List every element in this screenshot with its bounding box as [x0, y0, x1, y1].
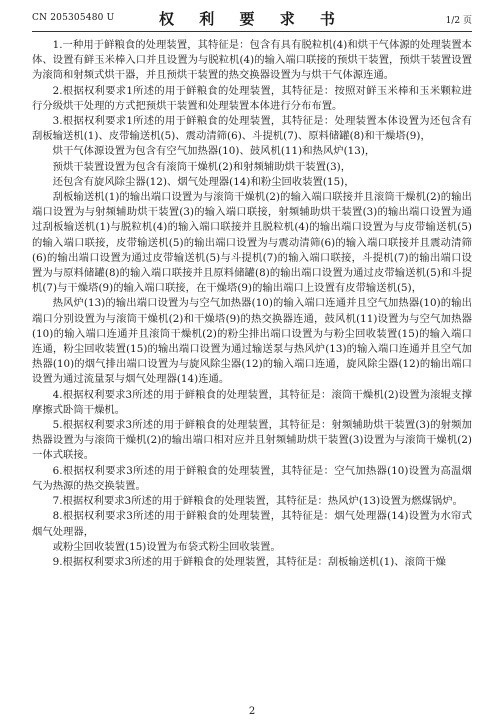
- claim-paragraph: 4.根据权利要求3所述的用于鲜粮食的处理装置，其特征是：滚筒干燥机(2)设置为滚辊支撑摩擦式卧筒干燥机。: [32, 388, 472, 416]
- claim-paragraph: 还包含有旋风除尘器(12)、烟气处理器(14)和粉尘回收装置(15)，: [52, 175, 355, 188]
- claim-paragraph: 5.根据权利要求3所述的用于鲜粮食的处理装置，其特征是：射频辅助烘干装置(3)的射频加热器设置为与滚筒干燥机(2)的输出端口相对应并且射频辅助烘干装置(3)设置为与滚筒干燥机(2)一体式联接。: [32, 419, 472, 462]
- claim-paragraph: 2.根据权利要求1所述的用于鲜粮食的处理装置，其特征是：按照对鲜玉米棒和玉米颗粒进行分级烘干处理的方式把预烘干装置和处理装置本体进行分布布置。: [32, 84, 472, 112]
- document-number: CN 205305480 U: [32, 13, 115, 23]
- claim-paragraph: 8.根据权利要求3所述的用于鲜粮食的处理装置，其特征是：烟气处理器(14)设置为水帘式烟气处理器，: [32, 510, 472, 538]
- claim-paragraph: 7.根据权利要求3所述的用于鲜粮食的处理装置，其特征是：热风炉(13)设置为燃煤锅炉。: [52, 495, 463, 508]
- page-indicator: 1/2 页: [445, 16, 472, 26]
- claim-paragraph: 6.根据权利要求3所述的用于鲜粮食的处理装置，其特征是：空气加热器(10)设置为高温烟气为热源的热交换装置。: [32, 464, 472, 492]
- claim-paragraph: 1.一种用于鲜粮食的处理装置，其特征是：包含有具有脱粒机(4)和烘干气体源的处理装置本体、设置有鲜玉米棒入口并且设置为与脱粒机(4)的输入端口联接的预烘干装置，预烘干装置设置为滚筒和射频式烘干器，并且预烘干装置的热交换器设置为与烘干气体源连通。: [32, 39, 472, 82]
- page-header: [32, 8, 472, 30]
- header-rule: [32, 31, 472, 32]
- page-title: 权 利 要 求 书: [159, 10, 345, 28]
- claim-paragraph: 烘干气体源设置为包含有空气加热器(10)、鼓风机(11)和热风炉(13)，: [52, 145, 376, 158]
- claim-paragraph: 预烘干装置设置为包含有滚筒干燥机(2)和射频辅助烘干装置(3)，: [52, 160, 352, 173]
- claim-paragraph: 刮板输送机(1)的输出端口设置为与滚筒干燥机(2)的输入端口联接并且滚筒干燥机(2)的输出端口设置为与射频辅助烘干装置(3)的输入端口联接，射频辅助烘干装置(3)的输出端口设置为通过刮板输送机(1)与脱粒机(4)的输入端口联接并且脱粒机(4)的输出端口设置为与皮带输送机(5)的输入端口联接，皮带输送机(5)的输出端口设置为与震动清筛(6)的输入端口联接并且震动清筛(6)的输出端口设置为通过皮带输送机(5)与斗提机(7)的输入端口联接，斗提机(7)的输出端口设置为与原料储罐(8)的输入端口联接并且原料储罐(8)的输出端口设置为通过皮带输送机(5)和斗提机(7)与干燥塔(9)的输入端口联接，在干燥塔(9)的输出端口上设置有皮带输送机(5)，: [32, 191, 472, 295]
- claim-paragraph: 3.根据权利要求1所述的用于鲜粮食的处理装置，其特征是：处理装置本体设置为还包含有刮板输送机(1)、皮带输送机(5)、震动清筛(6)、斗提机(7)、原料储罐(8)和干燥塔(9)，: [32, 115, 472, 143]
- claims-body: [32, 38, 472, 686]
- claim-paragraph: 或粉尘回收装置(15)设置为布袋式粉尘回收装置。: [52, 540, 281, 553]
- claim-paragraph: 热风炉(13)的输出端口设置为与空气加热器(10)的输入端口连通并且空气加热器(10)的输出端口分别设置为与滚筒干燥机(2)和干燥塔(9)的热交换器连通，鼓风机(11)设置为与空气加热器(10)的输入端口连通并且滚筒干燥机(2)的粉尘排出端口设置为与粉尘回收装置(15)的输入端口连通，粉尘回收装置(15)的输出端口设置为通过输送泵与热风炉(13)的输入端口连通并且空气加热器(10)的烟气排出端口设置为与旋风除尘器(12)的输入端口连通，旋风除尘器(12)的输出端口设置为通过流量泵与烟气处理器(14)连通。: [32, 297, 472, 386]
- claim-paragraph: 9.根据权利要求3所述的用于鲜粮食的处理装置，其特征是：刮板输送机(1)、滚筒干燥: [52, 555, 446, 568]
- page-number: 2: [248, 706, 256, 717]
